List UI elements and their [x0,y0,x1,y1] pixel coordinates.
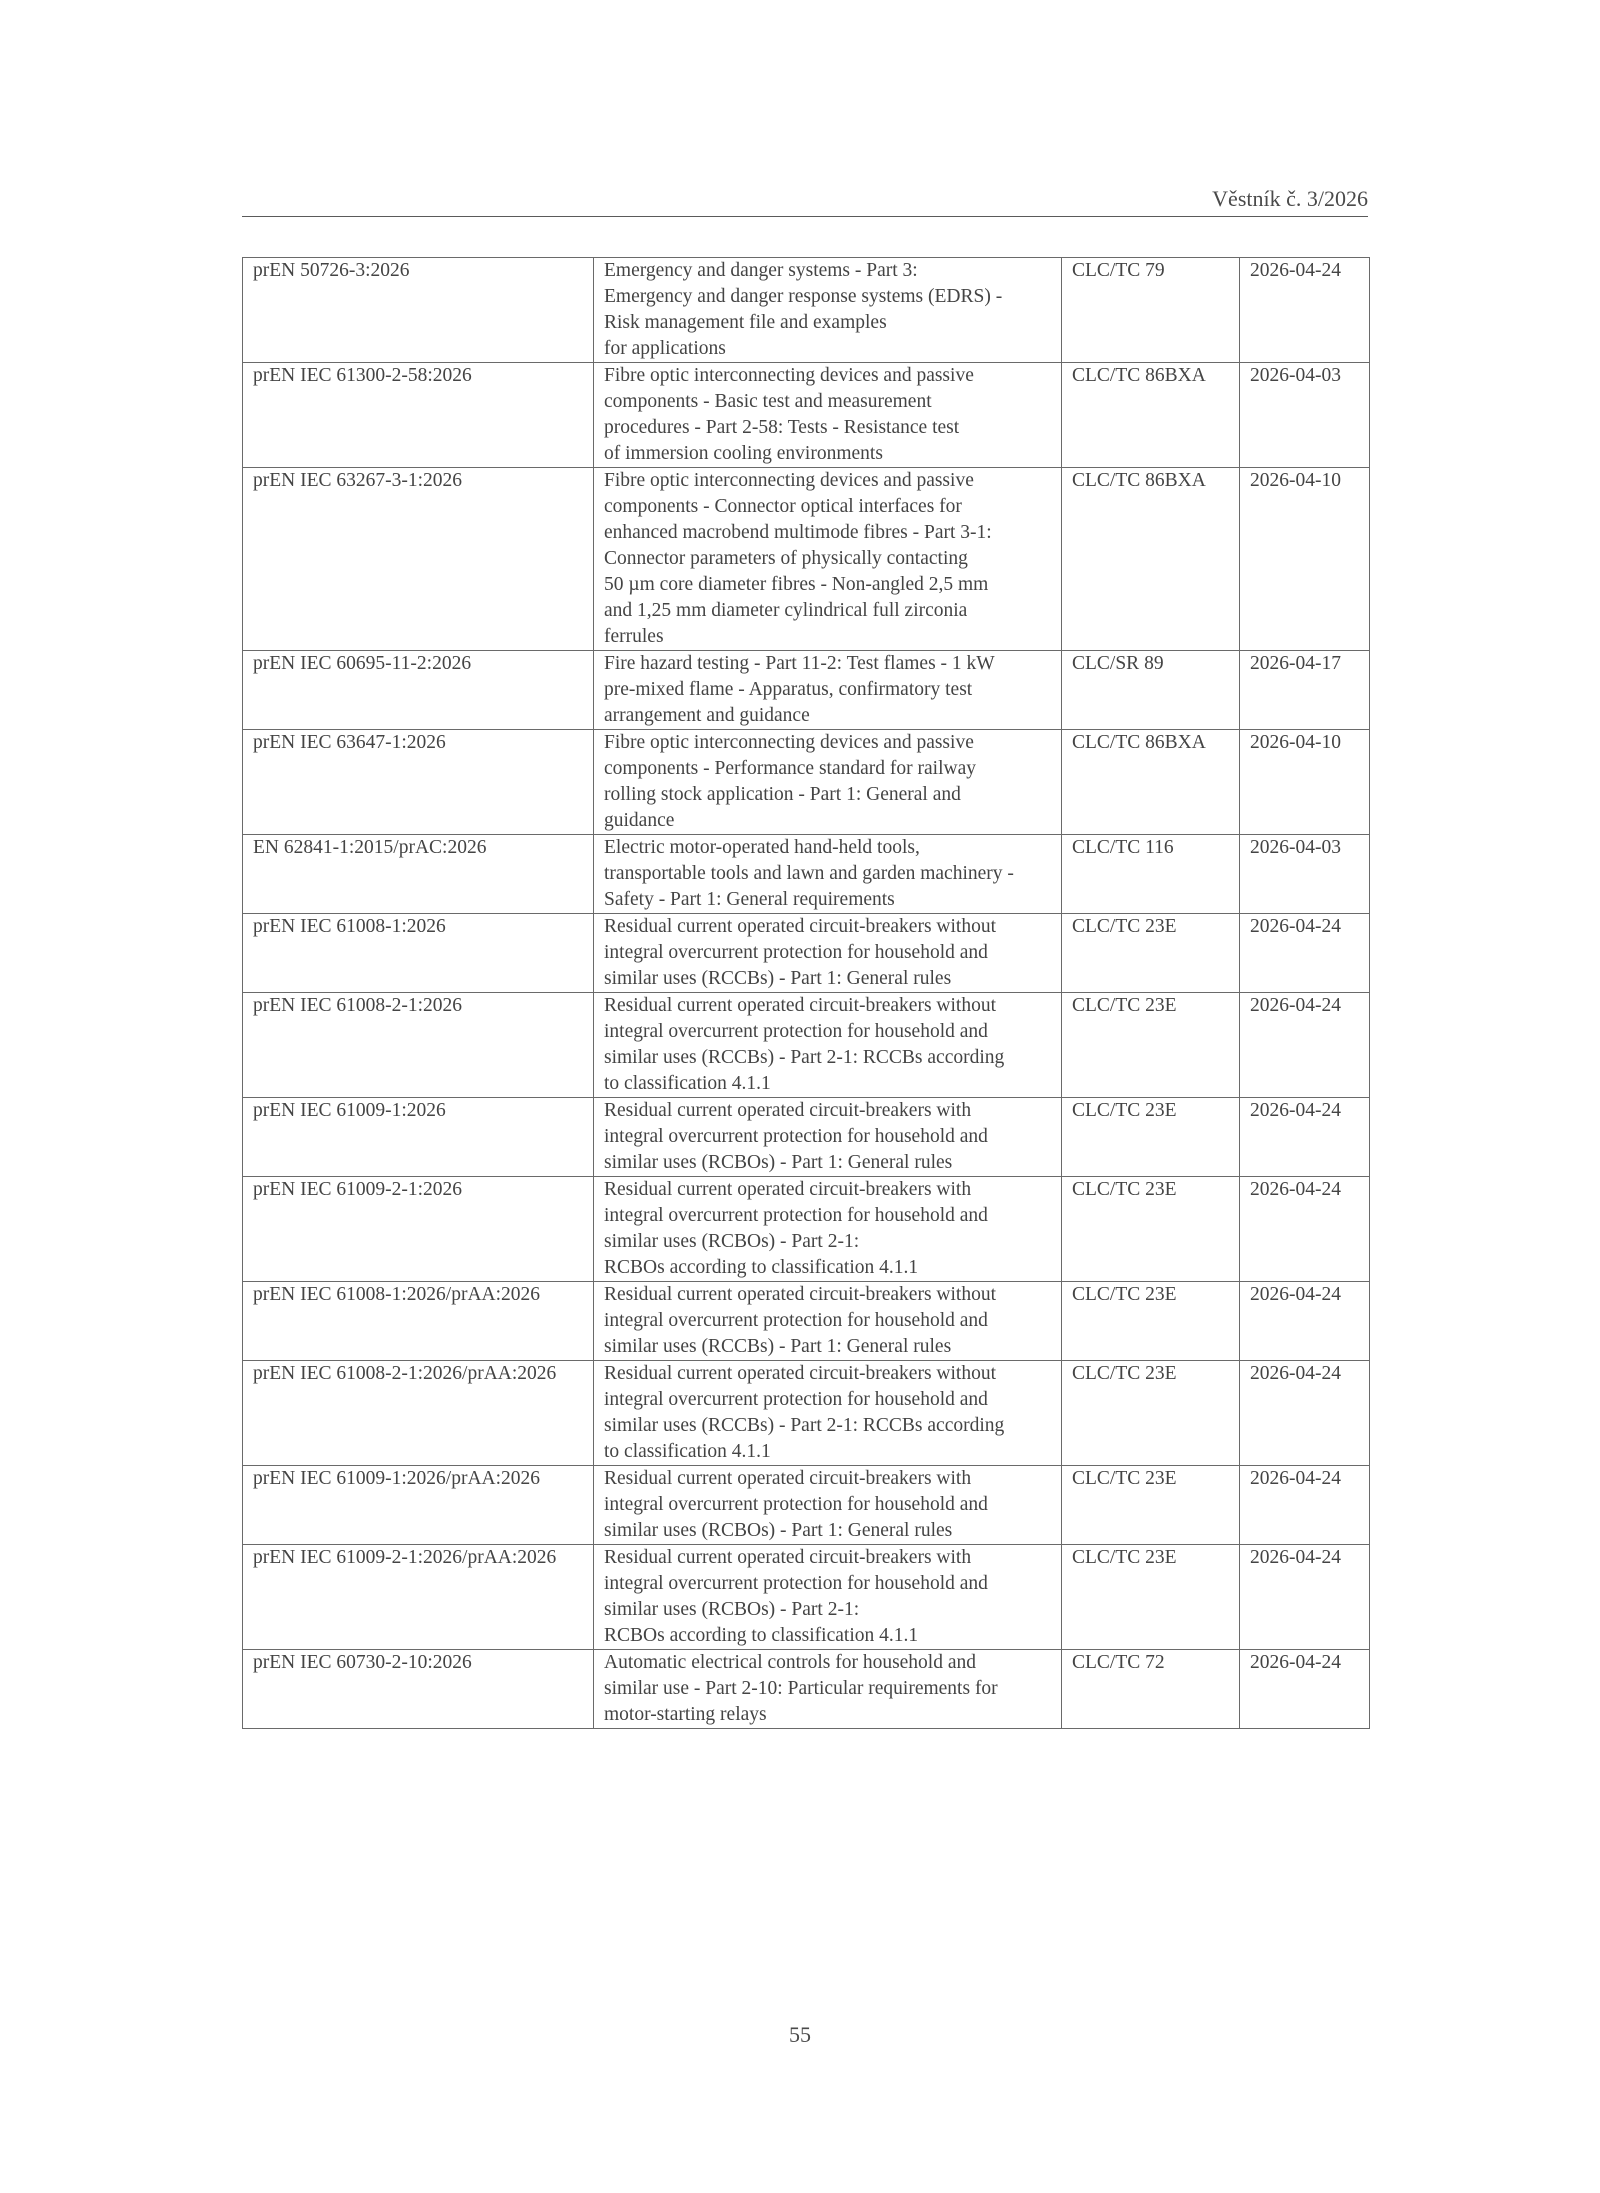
standard-title-cell [594,258,1062,363]
technical-committee-cell: CLC/TC 23E [1062,1545,1240,1650]
standard-title-line: RCBOs according to classification 4.1.1 [604,1625,919,1646]
deadline-date-cell: 2026-04-24 [1240,1282,1370,1361]
standard-title-line: integral overcurrent protection for household and [604,1573,988,1594]
table-row [243,914,1370,993]
standard-number-cell: prEN IEC 61300-2-58:2026 [243,363,594,468]
table-row [243,1466,1370,1545]
standard-title-line: similar uses (RCBOs) - Part 2-1: [604,1599,860,1620]
deadline-date-cell: 2026-04-03 [1240,363,1370,468]
standard-title-line: Residual current operated circuit-breakers with [604,1468,972,1489]
standard-title-cell [594,468,1062,651]
deadline-date-cell: 2026-04-24 [1240,258,1370,363]
standard-number-cell: prEN IEC 61009-2-1:2026/prAA:2026 [243,1545,594,1650]
deadline-date-cell: 2026-04-24 [1240,1545,1370,1650]
standard-title-line: similar uses (RCBOs) - Part 1: General rules [604,1520,953,1541]
standards-table-body [243,258,1370,1729]
standard-title-line: integral overcurrent protection for household and [604,1205,988,1226]
table-row [243,1650,1370,1729]
standard-number-cell: prEN IEC 60695-11-2:2026 [243,651,594,730]
standard-title-line: to classification 4.1.1 [604,1441,771,1462]
table-row [243,468,1370,651]
standard-title-line: Emergency and danger response systems (EDRS) - [604,286,1003,307]
standard-title-line: Fibre optic interconnecting devices and passive [604,365,974,386]
standards-table [242,257,1370,1729]
standard-title-line: transportable tools and lawn and garden machinery - [604,863,1014,884]
table-row [243,363,1370,468]
deadline-date-cell: 2026-04-24 [1240,1466,1370,1545]
page-number: 55 [789,2022,811,2047]
standard-number-cell: prEN IEC 61009-2-1:2026 [243,1177,594,1282]
standard-title-cell [594,1466,1062,1545]
standard-title-line: procedures - Part 2-58: Tests - Resistance test [604,417,960,438]
deadline-date-cell: 2026-04-03 [1240,835,1370,914]
standard-title-line: Residual current operated circuit-breakers with [604,1100,972,1121]
page-header [242,186,1368,217]
deadline-date-cell: 2026-04-24 [1240,1650,1370,1729]
standard-title-line: Residual current operated circuit-breakers without [604,995,997,1016]
table-row [243,1361,1370,1466]
standard-title-line: Residual current operated circuit-breakers with [604,1179,972,1200]
standard-number-cell: prEN IEC 60730-2-10:2026 [243,1650,594,1729]
standard-title-line: enhanced macrobend multimode fibres - Part 3-1: [604,522,992,543]
standard-title-line: similar uses (RCCBs) - Part 2-1: RCCBs according [604,1047,1005,1068]
table-row [243,1177,1370,1282]
standard-title-line: Electric motor-operated hand-held tools, [604,837,920,858]
table-row [243,1098,1370,1177]
standard-title-line: 50 µm core diameter fibres - Non-angled 2,5 mm [604,574,989,595]
deadline-date-cell: 2026-04-10 [1240,730,1370,835]
table-row [243,258,1370,363]
technical-committee-cell: CLC/TC 23E [1062,1282,1240,1361]
standard-title-cell [594,993,1062,1098]
standard-title-line: similar uses (RCCBs) - Part 2-1: RCCBs according [604,1415,1005,1436]
standard-title-line: components - Connector optical interfaces for [604,496,962,517]
table-row [243,1282,1370,1361]
technical-committee-cell: CLC/TC 23E [1062,1098,1240,1177]
standard-number-cell: prEN IEC 61008-1:2026 [243,914,594,993]
standard-title-line: similar uses (RCCBs) - Part 1: General rules [604,1336,952,1357]
table-row [243,993,1370,1098]
standard-title-line: Risk management file and examples [604,312,887,333]
standard-title-line: Safety - Part 1: General requirements [604,889,895,910]
table-row [243,730,1370,835]
standard-title-line: Automatic electrical controls for household and [604,1652,977,1673]
standard-title-line: integral overcurrent protection for household and [604,1310,988,1331]
standard-title-line: Emergency and danger systems - Part 3: [604,260,918,281]
standard-number-cell: prEN IEC 61008-1:2026/prAA:2026 [243,1282,594,1361]
technical-committee-cell: CLC/TC 86BXA [1062,363,1240,468]
deadline-date-cell: 2026-04-24 [1240,993,1370,1098]
standard-number-cell: prEN IEC 63267-3-1:2026 [243,468,594,651]
standard-title-line: arrangement and guidance [604,705,810,726]
standard-title-line: guidance [604,810,675,831]
standard-title-line: similar use - Part 2-10: Particular requirements for [604,1678,998,1699]
standard-title-line: of immersion cooling environments [604,443,883,464]
standard-title-line: Residual current operated circuit-breakers with [604,1547,972,1568]
table-row [243,651,1370,730]
deadline-date-cell: 2026-04-24 [1240,1177,1370,1282]
standard-title-line: and 1,25 mm diameter cylindrical full zirconia [604,600,968,621]
technical-committee-cell: CLC/TC 79 [1062,258,1240,363]
technical-committee-cell: CLC/SR 89 [1062,651,1240,730]
technical-committee-cell: CLC/TC 23E [1062,1361,1240,1466]
standard-title-line: Connector parameters of physically contacting [604,548,968,569]
standard-title-line: RCBOs according to classification 4.1.1 [604,1257,919,1278]
standard-title-line: similar uses (RCBOs) - Part 1: General rules [604,1152,953,1173]
standard-title-line: components - Performance standard for railway [604,758,976,779]
standard-title-line: Fibre optic interconnecting devices and passive [604,470,974,491]
standard-title-line: Residual current operated circuit-breakers without [604,1284,997,1305]
standard-title-line: integral overcurrent protection for household and [604,1389,988,1410]
standard-title-line: components - Basic test and measurement [604,391,932,412]
standard-number-cell: prEN IEC 61009-1:2026/prAA:2026 [243,1466,594,1545]
standard-number-cell: prEN IEC 63647-1:2026 [243,730,594,835]
standard-title-line: for applications [604,338,726,359]
standard-number-cell: prEN IEC 61009-1:2026 [243,1098,594,1177]
standard-title-line: motor-starting relays [604,1704,767,1725]
deadline-date-cell: 2026-04-24 [1240,1361,1370,1466]
standard-title-cell [594,363,1062,468]
deadline-date-cell: 2026-04-17 [1240,651,1370,730]
technical-committee-cell: CLC/TC 23E [1062,1466,1240,1545]
standard-title-line: integral overcurrent protection for household and [604,1021,988,1042]
standard-number-cell: EN 62841-1:2015/prAC:2026 [243,835,594,914]
technical-committee-cell: CLC/TC 23E [1062,914,1240,993]
standard-title-line: integral overcurrent protection for household and [604,1126,988,1147]
deadline-date-cell: 2026-04-24 [1240,1098,1370,1177]
standard-title-cell [594,651,1062,730]
standard-title-cell [594,1545,1062,1650]
standard-title-line: to classification 4.1.1 [604,1073,771,1094]
standard-number-cell: prEN IEC 61008-2-1:2026 [243,993,594,1098]
deadline-date-cell: 2026-04-24 [1240,914,1370,993]
standard-number-cell: prEN IEC 61008-2-1:2026/prAA:2026 [243,1361,594,1466]
technical-committee-cell: CLC/TC 23E [1062,993,1240,1098]
technical-committee-cell: CLC/TC 72 [1062,1650,1240,1729]
standard-title-cell [594,1282,1062,1361]
standard-title-line: rolling stock application - Part 1: General and [604,784,961,805]
table-row [243,835,1370,914]
standard-title-cell [594,1177,1062,1282]
deadline-date-cell: 2026-04-10 [1240,468,1370,651]
standard-title-line: pre-mixed flame - Apparatus, confirmatory test [604,679,973,700]
standard-title-line: similar uses (RCBOs) - Part 2-1: [604,1231,860,1252]
standard-title-line: similar uses (RCCBs) - Part 1: General rules [604,968,952,989]
standard-number-cell: prEN 50726-3:2026 [243,258,594,363]
technical-committee-cell: CLC/TC 23E [1062,1177,1240,1282]
standard-title-cell [594,1098,1062,1177]
standard-title-cell [594,835,1062,914]
standard-title-cell [594,1650,1062,1729]
standard-title-cell [594,730,1062,835]
standard-title-cell [594,1361,1062,1466]
technical-committee-cell: CLC/TC 116 [1062,835,1240,914]
standard-title-line: ferrules [604,626,664,647]
technical-committee-cell: CLC/TC 86BXA [1062,468,1240,651]
standard-title-line: Fire hazard testing - Part 11-2: Test flames - 1 kW [604,653,995,674]
table-row [243,1545,1370,1650]
bulletin-title: Věstník č. 3/2026 [1212,186,1368,211]
standard-title-cell [594,914,1062,993]
standard-title-line: Residual current operated circuit-breakers without [604,1363,997,1384]
standard-title-line: integral overcurrent protection for household and [604,1494,988,1515]
standard-title-line: integral overcurrent protection for household and [604,942,988,963]
technical-committee-cell: CLC/TC 86BXA [1062,730,1240,835]
standard-title-line: Residual current operated circuit-breakers without [604,916,997,937]
standard-title-line: Fibre optic interconnecting devices and passive [604,732,974,753]
